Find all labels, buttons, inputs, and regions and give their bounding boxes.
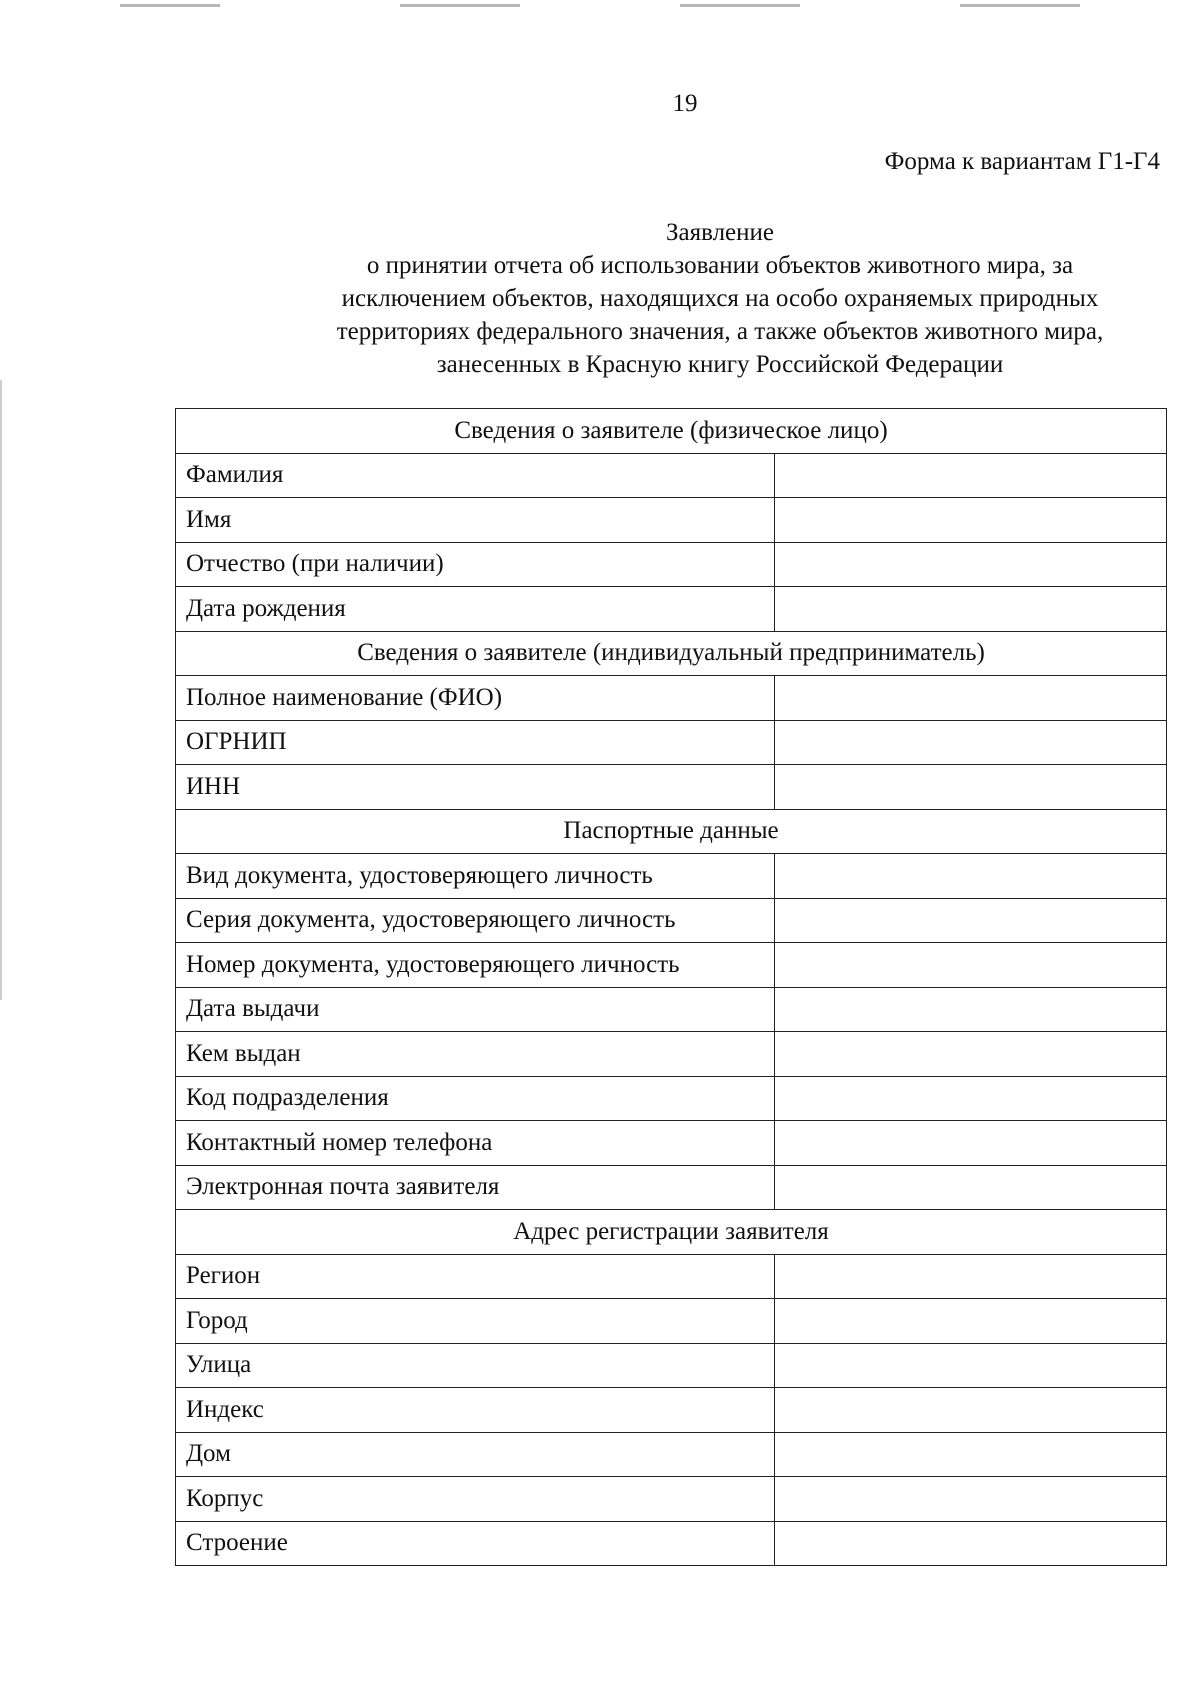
form-row — [176, 587, 1167, 632]
field-label-house: Дом — [176, 1432, 775, 1477]
field-label-ogrnip: ОГРНИП — [176, 720, 775, 765]
field-label-department-code: Код подразделения — [176, 1076, 775, 1121]
form-row — [176, 1521, 1167, 1566]
form-row — [176, 943, 1167, 988]
field-value-id-document-type[interactable] — [775, 854, 1167, 899]
form-row — [176, 1388, 1167, 1433]
scan-artifact — [960, 4, 1080, 7]
form-row — [176, 453, 1167, 498]
field-label-id-document-number: Номер документа, удостоверяющего личность — [176, 943, 775, 988]
form-row — [176, 1121, 1167, 1166]
title-line: о принятии отчета об использовании объектов животного мира, за — [366, 252, 1074, 279]
field-label-first-name: Имя — [176, 498, 775, 543]
field-value-id-document-number[interactable] — [775, 943, 1167, 988]
form-row — [176, 898, 1167, 943]
field-value-street[interactable] — [775, 1343, 1167, 1388]
title-line: исключением объектов, находящихся на особо охраняемых природных — [341, 285, 1099, 312]
form-row — [176, 1343, 1167, 1388]
field-value-city[interactable] — [775, 1299, 1167, 1344]
form-row — [176, 1032, 1167, 1077]
field-label-phone: Контактный номер телефона — [176, 1121, 775, 1166]
form-row — [176, 676, 1167, 721]
field-value-id-document-series[interactable] — [775, 898, 1167, 943]
section-header-row — [176, 809, 1167, 854]
section-heading-individual: Сведения о заявителе (физическое лицо) — [176, 409, 1167, 454]
section-header-row — [176, 631, 1167, 676]
field-value-birth-date[interactable] — [775, 587, 1167, 632]
scan-artifact — [400, 4, 520, 7]
field-value-first-name[interactable] — [775, 498, 1167, 543]
field-value-region[interactable] — [775, 1254, 1167, 1299]
field-value-patronymic[interactable] — [775, 542, 1167, 587]
field-label-building: Корпус — [176, 1477, 775, 1522]
field-label-street: Улица — [176, 1343, 775, 1388]
form-row — [176, 1432, 1167, 1477]
form-row — [176, 1165, 1167, 1210]
field-label-last-name: Фамилия — [176, 453, 775, 498]
form-row — [176, 542, 1167, 587]
form-row — [176, 498, 1167, 543]
field-value-postal-code[interactable] — [775, 1388, 1167, 1433]
field-value-issue-date[interactable] — [775, 987, 1167, 1032]
field-label-postal-code: Индекс — [176, 1388, 775, 1433]
title-line: занесенных в Красную книгу Российской Федерации — [436, 351, 1004, 378]
field-value-phone[interactable] — [775, 1121, 1167, 1166]
application-form-table — [175, 408, 1167, 1566]
field-value-last-name[interactable] — [775, 453, 1167, 498]
form-row — [176, 987, 1167, 1032]
field-value-inn[interactable] — [775, 765, 1167, 810]
field-value-house[interactable] — [775, 1432, 1167, 1477]
section-heading-registration-address: Адрес регистрации заявителя — [176, 1210, 1167, 1255]
field-value-department-code[interactable] — [775, 1076, 1167, 1121]
field-value-email[interactable] — [775, 1165, 1167, 1210]
field-label-id-document-type: Вид документа, удостоверяющего личность — [176, 854, 775, 899]
field-label-structure: Строение — [176, 1521, 775, 1566]
form-row — [176, 1254, 1167, 1299]
page-number: 19 — [672, 90, 698, 117]
field-label-id-document-series: Серия документа, удостоверяющего личность — [176, 898, 775, 943]
title-line: территориях федерального значения, а также объектов животного мира, — [336, 318, 1104, 345]
form-row — [176, 1076, 1167, 1121]
form-row — [176, 1299, 1167, 1344]
field-label-patronymic: Отчество (при наличии) — [176, 542, 775, 587]
document-title — [220, 216, 1200, 381]
scan-artifact — [680, 4, 800, 7]
section-header-row — [176, 409, 1167, 454]
field-label-inn: ИНН — [176, 765, 775, 810]
field-value-structure[interactable] — [775, 1521, 1167, 1566]
field-value-full-name[interactable] — [775, 676, 1167, 721]
form-row — [176, 765, 1167, 810]
form-variant-label: Форма к вариантам Г1-Г4 — [884, 148, 1160, 175]
scan-artifact — [120, 4, 220, 7]
field-value-issued-by[interactable] — [775, 1032, 1167, 1077]
field-value-building[interactable] — [775, 1477, 1167, 1522]
section-header-row — [176, 1210, 1167, 1255]
field-label-email: Электронная почта заявителя — [176, 1165, 775, 1210]
scan-artifact — [0, 380, 2, 1000]
form-row — [176, 854, 1167, 899]
field-label-birth-date: Дата рождения — [176, 587, 775, 632]
field-label-issue-date: Дата выдачи — [176, 987, 775, 1032]
section-heading-entrepreneur: Сведения о заявителе (индивидуальный предприниматель) — [176, 631, 1167, 676]
form-row — [176, 720, 1167, 765]
field-label-issued-by: Кем выдан — [176, 1032, 775, 1077]
field-label-full-name: Полное наименование (ФИО) — [176, 676, 775, 721]
field-value-ogrnip[interactable] — [775, 720, 1167, 765]
section-heading-passport: Паспортные данные — [176, 809, 1167, 854]
form-row — [176, 1477, 1167, 1522]
title-heading: Заявление — [665, 219, 775, 246]
field-label-city: Город — [176, 1299, 775, 1344]
field-label-region: Регион — [176, 1254, 775, 1299]
